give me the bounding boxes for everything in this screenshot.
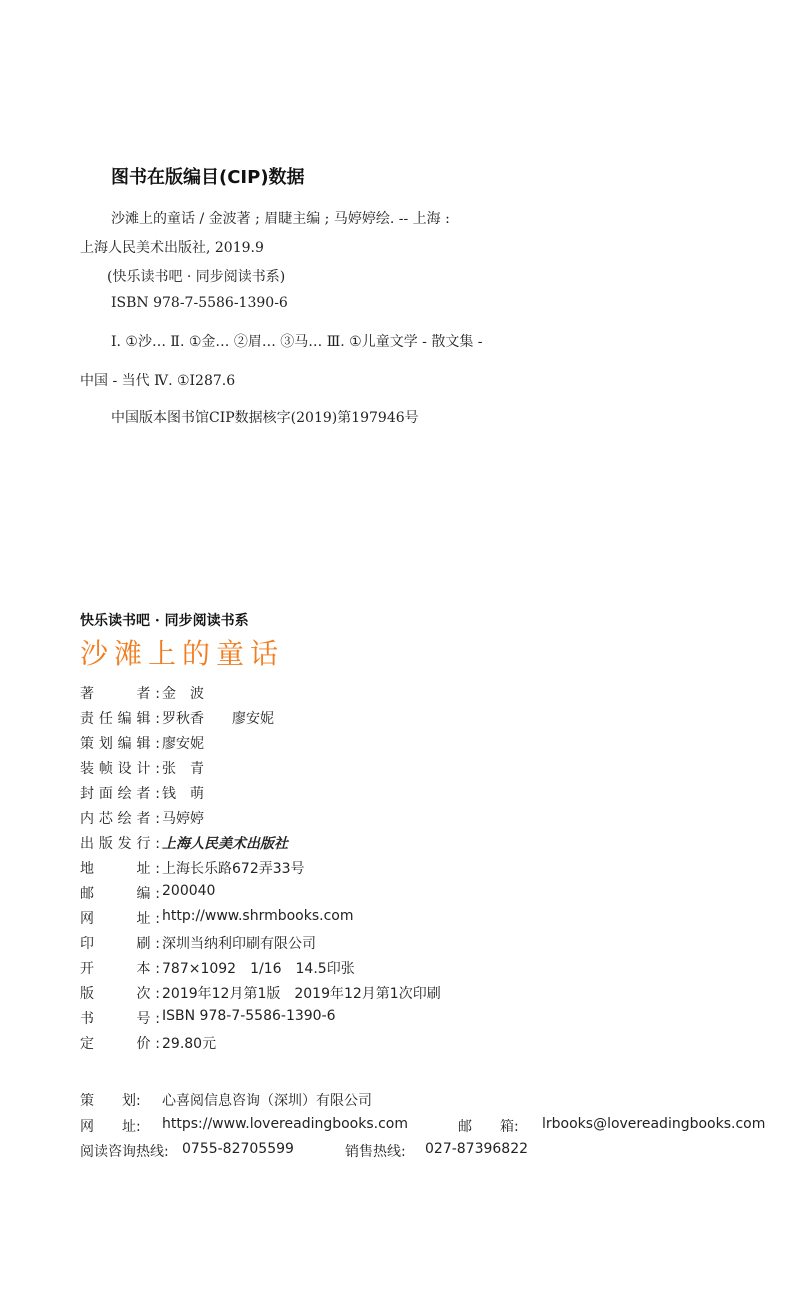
info-value: 钱 萌 (162, 786, 204, 802)
info-label: 内芯绘者: (80, 811, 160, 827)
footer-value: 心喜阅信息咨询（深圳）有限公司 (162, 1093, 372, 1109)
cip-line-5: Ⅰ. ①沙… Ⅱ. ①金… ②眉… ③马… Ⅲ. ①儿童文学 - 散文集 - (111, 334, 483, 350)
footer-label: 邮 箱: (458, 1119, 519, 1135)
info-label: 装帧设计: (80, 761, 160, 777)
footer-label: 网 址: (80, 1119, 141, 1135)
book-title: 沙滩上的童话 (80, 637, 285, 670)
cip-line-1: 沙滩上的童话 / 金波著 ; 眉睫主编 ; 马婷婷绘. -- 上海 : (111, 211, 450, 227)
info-label: 书 号: (80, 1011, 160, 1027)
cip-line-3: (快乐读书吧 · 同步阅读书系) (107, 269, 286, 285)
info-label: 策划编辑: (80, 736, 160, 752)
info-label: 邮 编: (80, 886, 160, 902)
info-value: 深圳当纳利印刷有限公司 (162, 936, 316, 952)
footer-website-link[interactable]: https://www.lovereadingbooks.com (162, 1116, 408, 1132)
info-label: 印 刷: (80, 936, 160, 952)
info-value: 金 波 (162, 686, 204, 702)
info-value-2: 廖安妮 (232, 711, 274, 727)
info-label: 地 址: (80, 861, 160, 877)
info-label: 版 次: (80, 986, 160, 1002)
info-label: 定 价: (80, 1036, 160, 1052)
info-value: 上海长乐路672弄33号 (162, 861, 305, 877)
info-value: 2019年12月第1版 2019年12月第1次印刷 (162, 986, 441, 1002)
info-value: 29.80元 (162, 1036, 217, 1052)
info-label: 责任编辑: (80, 711, 160, 727)
footer-label: 阅读咨询热线: (80, 1144, 169, 1160)
info-value: 罗秋香 (162, 711, 204, 727)
info-label: 开 本: (80, 961, 160, 977)
cip-isbn: ISBN 978-7-5586-1390-6 (111, 295, 288, 311)
info-value: ISBN 978-7-5586-1390-6 (162, 1008, 336, 1024)
info-value: 张 青 (162, 761, 204, 777)
info-value: 200040 (162, 883, 216, 899)
cip-line-6: 中国 - 当代 Ⅳ. ①I287.6 (80, 373, 236, 389)
footer-label: 销售热线: (345, 1144, 406, 1160)
publisher-name: 上海人民美术出版社 (162, 836, 288, 852)
info-value: 马婷婷 (162, 811, 204, 827)
footer-value: 027-87396822 (425, 1141, 529, 1157)
info-label: 封面绘者: (80, 786, 160, 802)
footer-value: 0755-82705599 (182, 1141, 294, 1157)
series-label: 快乐读书吧 · 同步阅读书系 (80, 613, 249, 629)
info-label: 著 者: (80, 686, 160, 702)
cip-line-7: 中国版本图书馆CIP数据核字(2019)第197946号 (111, 410, 419, 426)
footer-label: 策 划: (80, 1093, 141, 1109)
info-value: 廖安妮 (162, 736, 204, 752)
info-label: 网 址: (80, 911, 160, 927)
cip-title: 图书在版编目(CIP)数据 (111, 167, 305, 188)
info-value: 787×1092 1/16 14.5印张 (162, 961, 355, 977)
info-label: 出版发行: (80, 836, 160, 852)
cip-line-2: 上海人民美术出版社, 2019.9 (80, 240, 264, 256)
info-value: http://www.shrmbooks.com (162, 908, 354, 924)
footer-email-link[interactable]: lrbooks@lovereadingbooks.com (542, 1116, 766, 1132)
